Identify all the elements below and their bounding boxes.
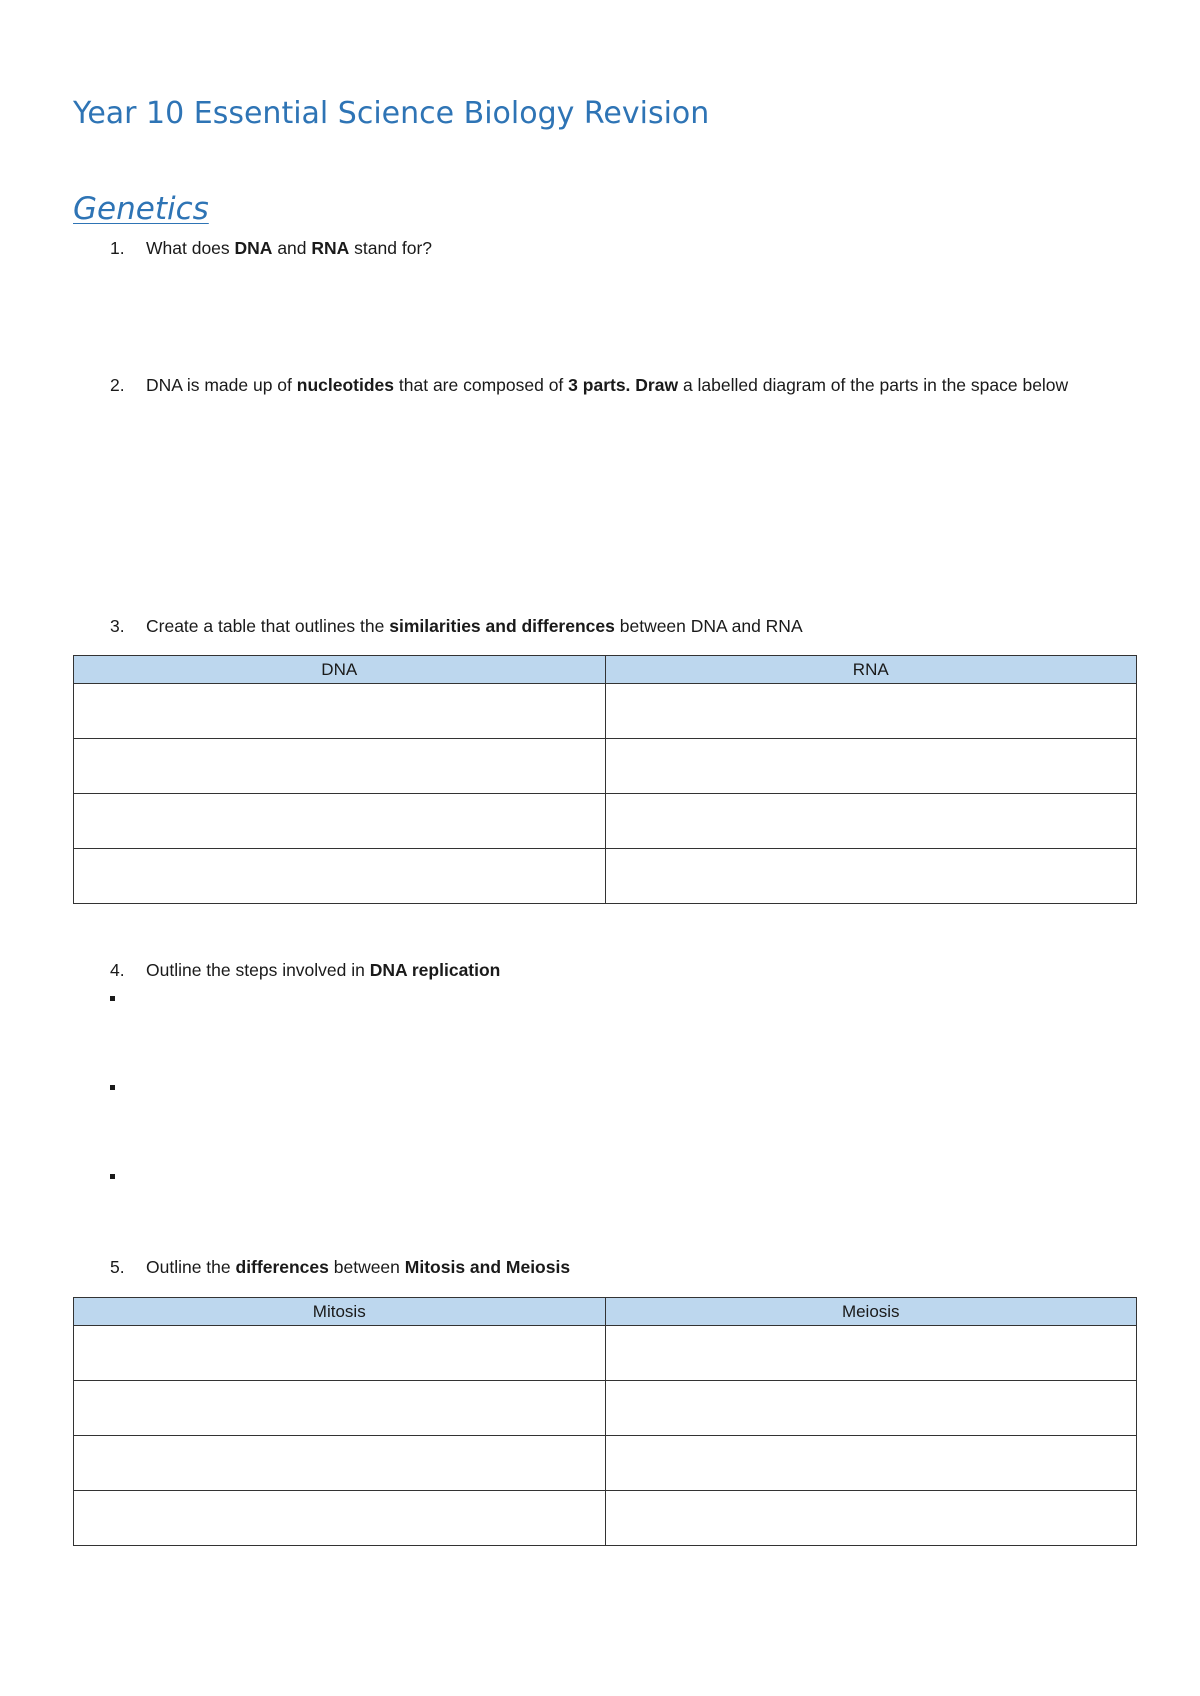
section-heading-genetics: Genetics [73,191,209,227]
mitosis-meiosis-comparison-table [73,1297,1137,1546]
answer-cell[interactable] [605,684,1137,739]
table-row [74,794,1137,849]
table-header-meiosis: Meiosis [605,1298,1137,1326]
answer-cell[interactable] [74,794,606,849]
answer-cell[interactable] [74,849,606,904]
question-number: 2. [110,375,125,395]
question-number: 3. [110,616,125,636]
question-text: Outline the differences between Mitosis and Meiosis [146,1257,571,1277]
table-row [74,849,1137,904]
question-number: 1. [110,238,125,258]
question-1 [110,233,432,263]
answer-cell[interactable] [74,1491,606,1546]
question-text: Create a table that outlines the similarities and differences between DNA and RNA [146,616,803,636]
page-title: Year 10 Essential Science Biology Revision [73,96,710,131]
table-row [74,1491,1137,1546]
answer-cell[interactable] [605,1436,1137,1491]
bullet-point-icon [110,1174,115,1179]
answer-cell[interactable] [605,1381,1137,1436]
answer-cell[interactable] [74,684,606,739]
table-header-dna: DNA [74,656,606,684]
question-5 [110,1252,570,1282]
bullet-point-icon [110,996,115,1001]
answer-cell[interactable] [74,1381,606,1436]
question-3 [110,611,803,641]
question-2 [110,370,1110,400]
table-row [74,1326,1137,1381]
table-header-mitosis: Mitosis [74,1298,606,1326]
question-number: 5. [110,1257,125,1277]
answer-cell[interactable] [605,739,1137,794]
answer-cell[interactable] [74,1326,606,1381]
table-row [74,1381,1137,1436]
answer-cell[interactable] [74,1436,606,1491]
answer-cell[interactable] [605,849,1137,904]
question-4 [110,955,500,985]
question-text: What does DNA and RNA stand for? [146,238,433,258]
answer-cell[interactable] [605,1326,1137,1381]
question-text: Outline the steps involved in DNA replication [146,960,501,980]
dna-rna-comparison-table [73,655,1137,904]
question-text: DNA is made up of nucleotides that are composed of 3 parts. Draw a labelled diagram of the parts in the space below [146,375,1069,395]
answer-cell[interactable] [605,1491,1137,1546]
question-number: 4. [110,960,125,980]
table-row [74,684,1137,739]
answer-cell[interactable] [74,739,606,794]
table-row [74,739,1137,794]
answer-cell[interactable] [605,794,1137,849]
bullet-point-icon [110,1085,115,1090]
table-row [74,1436,1137,1491]
table-header-rna: RNA [605,656,1137,684]
